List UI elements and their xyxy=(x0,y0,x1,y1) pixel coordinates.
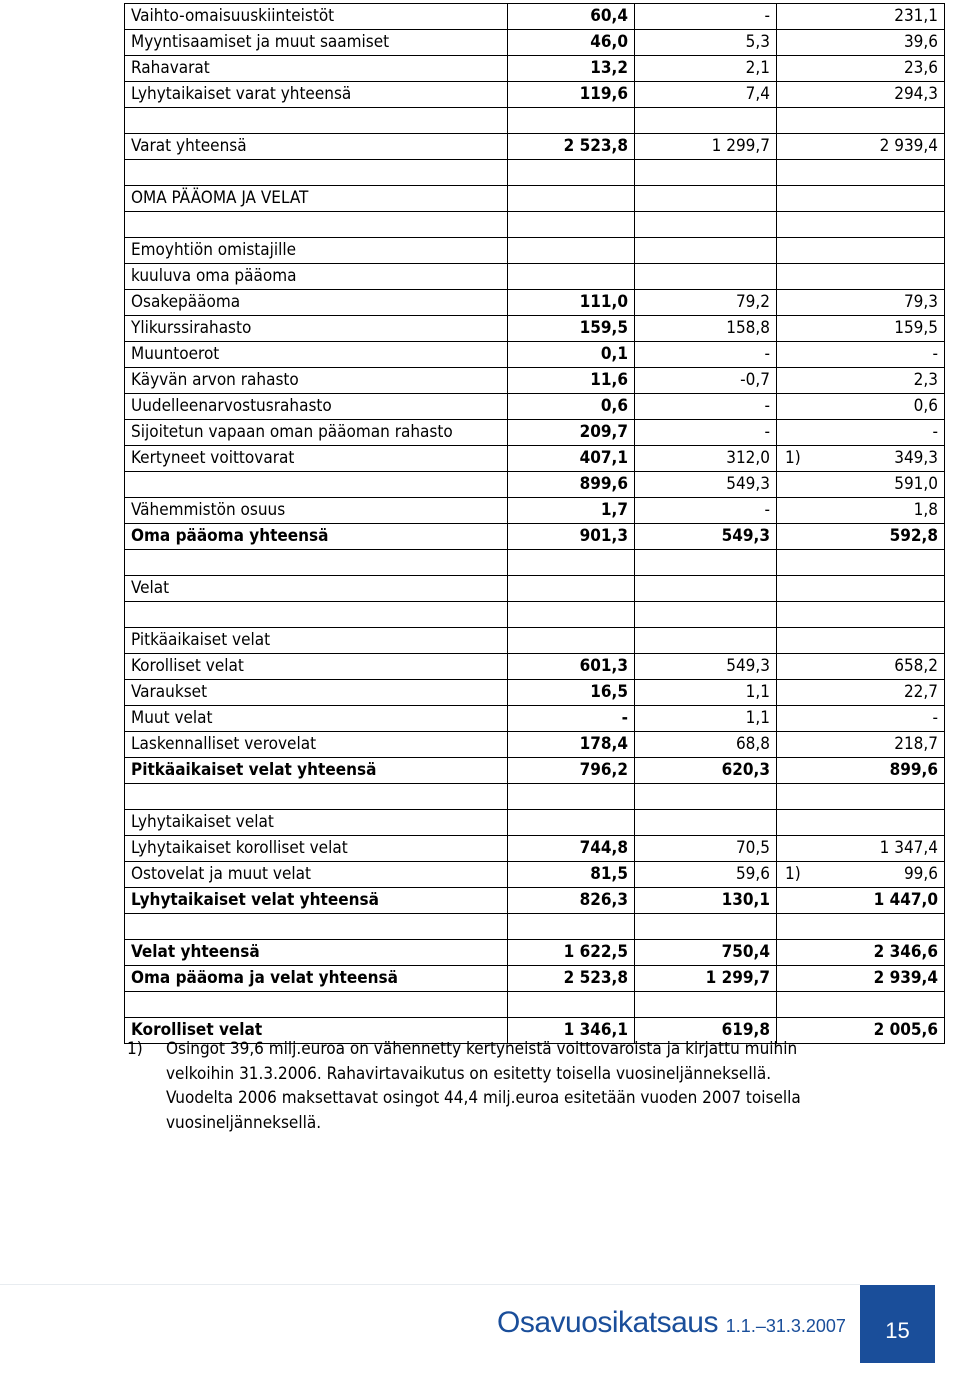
value-2006-full-year xyxy=(777,186,945,212)
value-2006 xyxy=(635,264,777,290)
footnote-line: velkoihin 31.3.2006. Rahavirtavaikutus on esitetty toisella vuosineljänneksellä. xyxy=(166,1063,772,1084)
row-label xyxy=(125,784,508,810)
value-2006-full-year xyxy=(777,264,945,290)
cell-value: 2 346,6 xyxy=(873,942,938,962)
value-2006: - xyxy=(635,394,777,420)
cell-value: 218,7 xyxy=(894,734,938,754)
value-2006 xyxy=(635,160,777,186)
value-2006-full-year xyxy=(777,212,945,238)
value-2006: 2,1 xyxy=(635,56,777,82)
table-row xyxy=(125,576,945,602)
cell-value: 23,6 xyxy=(903,58,938,78)
table-row xyxy=(125,732,945,758)
value-2007: 209,7 xyxy=(508,420,635,446)
table-row xyxy=(125,56,945,82)
value-2006 xyxy=(635,238,777,264)
table-row xyxy=(125,628,945,654)
value-2006 xyxy=(635,810,777,836)
value-2007: 81,5 xyxy=(508,862,635,888)
cell-value: 658,2 xyxy=(894,656,938,676)
row-label: Lyhytaikaiset korolliset velat xyxy=(125,836,508,862)
cell-value: 2 939,4 xyxy=(879,136,938,156)
value-2006-full-year xyxy=(777,732,945,758)
row-label: Rahavarat xyxy=(125,56,508,82)
value-2007: 1,7 xyxy=(508,498,635,524)
value-2007: 16,5 xyxy=(508,680,635,706)
value-2006: 549,3 xyxy=(635,524,777,550)
cell-value: 2 939,4 xyxy=(873,968,938,988)
row-label: Oma pääoma ja velat yhteensä xyxy=(125,966,508,992)
table-row xyxy=(125,992,945,1018)
row-label: Uudelleenarvostusrahasto xyxy=(125,394,508,420)
value-2006: 7,4 xyxy=(635,82,777,108)
value-2007 xyxy=(508,108,635,134)
value-2006: - xyxy=(635,4,777,30)
cell-value: 1,8 xyxy=(913,500,938,520)
footnote-ref: 1) xyxy=(785,448,801,468)
cell-value: 0,6 xyxy=(913,396,938,416)
value-2006 xyxy=(635,108,777,134)
footnote-line: Osingot 39,6 milj.euroa on vähennetty kertyneistä voittovaroista ja kirjattu muihin xyxy=(166,1039,798,1059)
cell-value: - xyxy=(932,344,938,364)
value-2007 xyxy=(508,602,635,628)
value-2006: 59,6 xyxy=(635,862,777,888)
row-label: Muuntoerot xyxy=(125,342,508,368)
value-2006-full-year xyxy=(777,940,945,966)
table-row xyxy=(125,706,945,732)
table-row xyxy=(125,82,945,108)
value-2007: 119,6 xyxy=(508,82,635,108)
value-2007 xyxy=(508,810,635,836)
value-2006-full-year xyxy=(777,966,945,992)
value-2006-full-year xyxy=(777,888,945,914)
footnote-marker: 1) xyxy=(127,1039,143,1059)
value-2006 xyxy=(635,628,777,654)
row-label xyxy=(125,992,508,1018)
row-label xyxy=(125,212,508,238)
value-2006-full-year xyxy=(777,30,945,56)
row-label: Korolliset velat xyxy=(125,1018,508,1044)
row-label: kuuluva oma pääoma xyxy=(125,264,508,290)
row-label: Korolliset velat xyxy=(125,654,508,680)
value-2006-full-year xyxy=(777,498,945,524)
row-label: Varaukset xyxy=(125,680,508,706)
value-2007: 159,5 xyxy=(508,316,635,342)
value-2006: 619,8 xyxy=(635,1018,777,1044)
table-row xyxy=(125,654,945,680)
value-2006: 68,8 xyxy=(635,732,777,758)
table-row xyxy=(125,524,945,550)
table-row xyxy=(125,810,945,836)
value-2006-full-year xyxy=(777,524,945,550)
value-2006-full-year xyxy=(777,134,945,160)
cell-value: 349,3 xyxy=(894,448,938,468)
cell-value: 22,7 xyxy=(903,682,938,702)
value-2006 xyxy=(635,992,777,1018)
value-2006: 1,1 xyxy=(635,706,777,732)
value-2006: 1 299,7 xyxy=(635,966,777,992)
value-2007 xyxy=(508,914,635,940)
value-2006-full-year xyxy=(777,706,945,732)
table-row xyxy=(125,862,945,888)
page-number-box xyxy=(860,1285,935,1363)
row-label xyxy=(125,108,508,134)
value-2006-full-year xyxy=(777,602,945,628)
table-row xyxy=(125,940,945,966)
row-label: Lyhytaikaiset velat yhteensä xyxy=(125,888,508,914)
report-title-text: Osavuosikatsaus xyxy=(497,1306,718,1339)
row-label: Velat yhteensä xyxy=(125,940,508,966)
footnote xyxy=(124,1037,844,1135)
value-2006 xyxy=(635,186,777,212)
value-2006: 79,2 xyxy=(635,290,777,316)
table-row xyxy=(125,446,945,472)
cell-value: 294,3 xyxy=(894,84,938,104)
row-label: Käyvän arvon rahasto xyxy=(125,368,508,394)
value-2006-full-year xyxy=(777,290,945,316)
value-2007 xyxy=(508,628,635,654)
row-label xyxy=(125,160,508,186)
value-2007 xyxy=(508,576,635,602)
row-label: Vähemmistön osuus xyxy=(125,498,508,524)
table-row xyxy=(125,966,945,992)
value-2006-full-year xyxy=(777,420,945,446)
value-2007: 111,0 xyxy=(508,290,635,316)
value-2006 xyxy=(635,550,777,576)
value-2006: 620,3 xyxy=(635,758,777,784)
value-2006: 750,4 xyxy=(635,940,777,966)
value-2007: 901,3 xyxy=(508,524,635,550)
value-2007: 178,4 xyxy=(508,732,635,758)
row-label: Varat yhteensä xyxy=(125,134,508,160)
table-row xyxy=(125,186,945,212)
value-2006-full-year xyxy=(777,758,945,784)
value-2006: - xyxy=(635,420,777,446)
table-row xyxy=(125,420,945,446)
table-row xyxy=(125,368,945,394)
row-label: Lyhytaikaiset velat xyxy=(125,810,508,836)
value-2007 xyxy=(508,784,635,810)
table-row xyxy=(125,550,945,576)
value-2006-full-year xyxy=(777,576,945,602)
table-row xyxy=(125,30,945,56)
cell-value: 231,1 xyxy=(894,6,938,26)
value-2007: 0,1 xyxy=(508,342,635,368)
value-2007: 899,6 xyxy=(508,472,635,498)
value-2006 xyxy=(635,784,777,810)
table-row xyxy=(125,914,945,940)
row-label: Osakepääoma xyxy=(125,290,508,316)
value-2006-full-year xyxy=(777,680,945,706)
cell-value: 99,6 xyxy=(903,864,938,884)
value-2006: - xyxy=(635,498,777,524)
row-label: Emoyhtiön omistajille xyxy=(125,238,508,264)
cell-value: 1 347,4 xyxy=(879,838,938,858)
value-2006-full-year xyxy=(777,108,945,134)
balance-sheet-body xyxy=(125,4,945,1044)
value-2006 xyxy=(635,212,777,238)
row-label: Laskennalliset verovelat xyxy=(125,732,508,758)
row-label: Oma pääoma yhteensä xyxy=(125,524,508,550)
value-2006: 5,3 xyxy=(635,30,777,56)
value-2006-full-year xyxy=(777,992,945,1018)
cell-value: 592,8 xyxy=(889,526,938,546)
value-2006-full-year xyxy=(777,446,945,472)
value-2006: -0,7 xyxy=(635,368,777,394)
value-2006-full-year xyxy=(777,784,945,810)
value-2007: 1 346,1 xyxy=(508,1018,635,1044)
value-2006-full-year xyxy=(777,82,945,108)
table-row xyxy=(125,680,945,706)
cell-value: 2,3 xyxy=(913,370,938,390)
value-2006-full-year xyxy=(777,56,945,82)
cell-value: 591,0 xyxy=(894,474,938,494)
row-label: Muut velat xyxy=(125,706,508,732)
value-2007 xyxy=(508,212,635,238)
value-2006: 1,1 xyxy=(635,680,777,706)
value-2006: - xyxy=(635,342,777,368)
value-2007 xyxy=(508,238,635,264)
value-2006 xyxy=(635,914,777,940)
page-number: 15 xyxy=(885,1318,910,1343)
value-2007: - xyxy=(508,706,635,732)
row-label: Pitkäaikaiset velat yhteensä xyxy=(125,758,508,784)
value-2007: 796,2 xyxy=(508,758,635,784)
value-2006: 130,1 xyxy=(635,888,777,914)
table-row xyxy=(125,108,945,134)
row-label: Ylikurssirahasto xyxy=(125,316,508,342)
cell-value: 2 005,6 xyxy=(873,1020,938,1040)
value-2006-full-year xyxy=(777,550,945,576)
table-row xyxy=(125,394,945,420)
balance-sheet-table xyxy=(124,3,945,1044)
value-2007: 407,1 xyxy=(508,446,635,472)
table-row xyxy=(125,264,945,290)
table-row xyxy=(125,134,945,160)
row-label xyxy=(125,550,508,576)
value-2007: 601,3 xyxy=(508,654,635,680)
cell-value: 79,3 xyxy=(903,292,938,312)
row-label: Myyntisaamiset ja muut saamiset xyxy=(125,30,508,56)
table-row xyxy=(125,160,945,186)
value-2006-full-year xyxy=(777,914,945,940)
value-2006-full-year xyxy=(777,342,945,368)
table-row xyxy=(125,238,945,264)
table-row xyxy=(125,316,945,342)
footnote-text xyxy=(166,1037,844,1135)
value-2006: 549,3 xyxy=(635,472,777,498)
row-label: Ostovelat ja muut velat xyxy=(125,862,508,888)
cell-value: - xyxy=(932,708,938,728)
value-2007: 744,8 xyxy=(508,836,635,862)
value-2006-full-year xyxy=(777,472,945,498)
value-2007: 60,4 xyxy=(508,4,635,30)
table-row xyxy=(125,342,945,368)
table-row xyxy=(125,212,945,238)
value-2006-full-year xyxy=(777,160,945,186)
row-label: Vaihto-omaisuuskiinteistöt xyxy=(125,4,508,30)
table-row xyxy=(125,836,945,862)
value-2006-full-year xyxy=(777,4,945,30)
value-2007 xyxy=(508,550,635,576)
value-2007 xyxy=(508,160,635,186)
row-label xyxy=(125,914,508,940)
row-label xyxy=(125,602,508,628)
table-row xyxy=(125,758,945,784)
value-2006 xyxy=(635,602,777,628)
row-label xyxy=(125,472,508,498)
value-2006-full-year xyxy=(777,394,945,420)
table-row xyxy=(125,472,945,498)
row-label: Velat xyxy=(125,576,508,602)
value-2006-full-year xyxy=(777,836,945,862)
table-row xyxy=(125,784,945,810)
table-row xyxy=(125,290,945,316)
footnote-line: vuosineljänneksellä. xyxy=(166,1112,322,1133)
value-2006-full-year xyxy=(777,654,945,680)
value-2007 xyxy=(508,186,635,212)
value-2006-full-year xyxy=(777,316,945,342)
report-period: 1.1.–31.3.2007 xyxy=(725,1316,846,1336)
table-row xyxy=(125,498,945,524)
cell-value: - xyxy=(932,422,938,442)
value-2007: 2 523,8 xyxy=(508,134,635,160)
value-2007: 13,2 xyxy=(508,56,635,82)
value-2006: 158,8 xyxy=(635,316,777,342)
value-2006-full-year xyxy=(777,368,945,394)
value-2006: 549,3 xyxy=(635,654,777,680)
table-row xyxy=(125,602,945,628)
cell-value: 899,6 xyxy=(889,760,938,780)
value-2007 xyxy=(508,992,635,1018)
value-2006-full-year xyxy=(777,810,945,836)
value-2006-full-year xyxy=(777,238,945,264)
row-label: OMA PÄÄOMA JA VELAT xyxy=(125,186,508,212)
value-2007: 826,3 xyxy=(508,888,635,914)
cell-value: 159,5 xyxy=(894,318,938,338)
value-2006-full-year xyxy=(777,628,945,654)
table-row xyxy=(125,4,945,30)
value-2006 xyxy=(635,576,777,602)
cell-value: 1 447,0 xyxy=(873,890,938,910)
footer-divider xyxy=(0,1284,860,1285)
value-2006-full-year xyxy=(777,862,945,888)
row-label: Kertyneet voittovarat xyxy=(125,446,508,472)
row-label: Pitkäaikaiset velat xyxy=(125,628,508,654)
value-2007: 11,6 xyxy=(508,368,635,394)
footnote-line: Vuodelta 2006 maksettavat osingot 44,4 milj.euroa esitetään vuoden 2007 toisella xyxy=(166,1088,801,1108)
cell-value: 39,6 xyxy=(903,32,938,52)
value-2007: 2 523,8 xyxy=(508,966,635,992)
value-2007: 46,0 xyxy=(508,30,635,56)
row-label: Lyhytaikaiset varat yhteensä xyxy=(125,82,508,108)
report-title xyxy=(497,1306,846,1340)
table-row xyxy=(125,888,945,914)
value-2007: 1 622,5 xyxy=(508,940,635,966)
value-2007 xyxy=(508,264,635,290)
row-label: Sijoitetun vapaan oman pääoman rahasto xyxy=(125,420,508,446)
value-2006: 70,5 xyxy=(635,836,777,862)
footnote-ref: 1) xyxy=(785,864,801,884)
value-2006: 312,0 xyxy=(635,446,777,472)
value-2006: 1 299,7 xyxy=(635,134,777,160)
value-2007: 0,6 xyxy=(508,394,635,420)
